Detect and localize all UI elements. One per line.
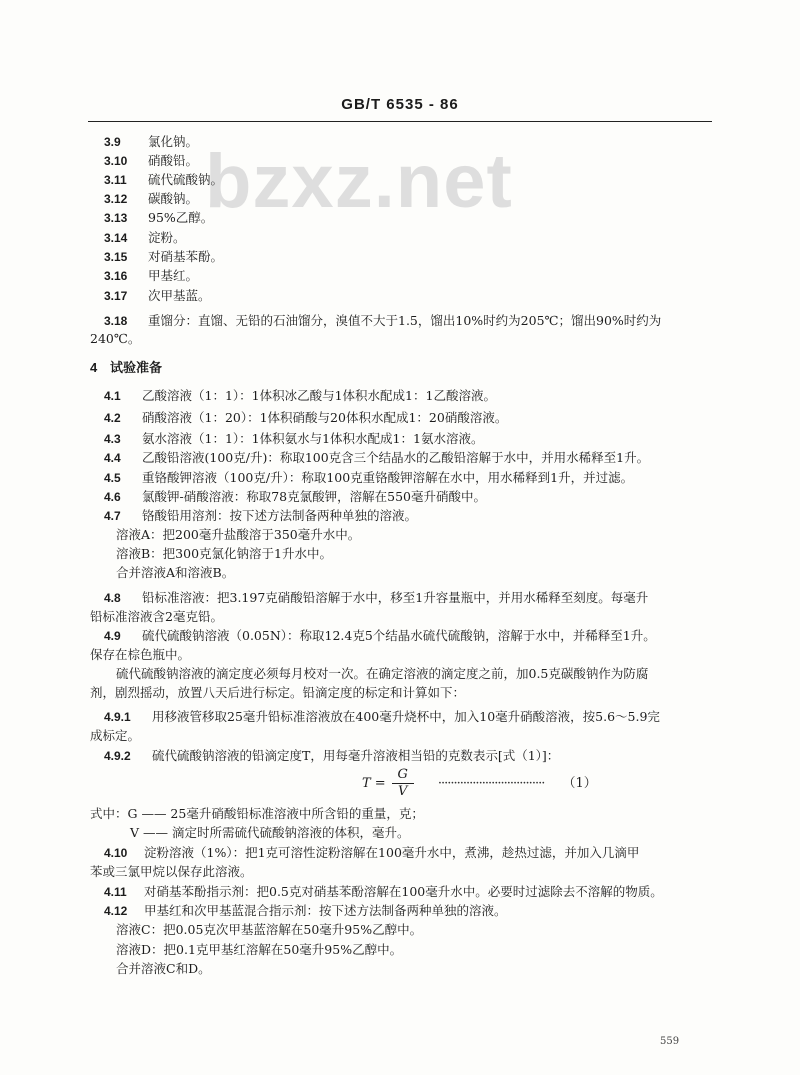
- item-number: 3.13: [104, 211, 128, 225]
- list-item: [104, 152, 198, 170]
- page-number: 559: [660, 1036, 680, 1047]
- item-continuation: 成标定。: [90, 728, 141, 743]
- list-item: [104, 312, 661, 330]
- solution-b-line: 溶液B：把300克氯化钠溶于1升水中。: [116, 546, 332, 561]
- item-text: 乙酸溶液（1：1）：1体积冰乙酸与1体积水配成1：1乙酸溶液。: [142, 388, 496, 403]
- list-item: [104, 507, 417, 525]
- where-v-line: V —— 滴定时所需硫代硫酸钠溶液的体积，毫升。: [130, 825, 410, 840]
- list-item: [104, 209, 213, 227]
- formula-lhs: T =: [362, 776, 386, 791]
- item-text: 铅标准溶液：把3.197克硝酸铅溶解于水中，移至1升容量瓶中，并用水稀释至刻度。每毫升: [142, 590, 649, 605]
- item-text: 硝酸铅。: [148, 153, 199, 168]
- item-number: 4.10: [104, 846, 128, 860]
- item-number: 3.15: [104, 250, 128, 264]
- item-text: 硫代硫酸钠溶液（0.05N）：称取12.4克5个结晶水硫代硫酸钠，溶解于水中，并稀释至1升。: [142, 628, 656, 643]
- item-text: 对硝基苯酚指示剂：把0.5克对硝基苯酚溶解在100毫升水中。必要时过滤除去不溶解的物质。: [144, 884, 663, 899]
- section-title: 试验准备: [110, 360, 163, 375]
- list-item: [104, 883, 663, 901]
- list-item: [104, 287, 211, 305]
- item-text: 甲基红和次甲基蓝混合指示剂：按下述方法制备两种单独的溶液。: [144, 903, 507, 918]
- item-text: 氯酸钾-硝酸溶液：称取78克氯酸钾，溶解在550毫升硝酸中。: [142, 489, 486, 504]
- item-number: 4.9.2: [104, 749, 131, 763]
- list-item: [104, 229, 186, 247]
- item-text: 氯化钠。: [148, 134, 199, 149]
- item-number: 4.6: [104, 490, 121, 504]
- paragraph-line: 硫代硫酸钠溶液的滴定度必须每月校对一次。在确定溶液的滴定度之前，加0.5克碳酸钠作为防腐: [116, 666, 649, 681]
- solution-c-line: 溶液C：把0.05克次甲基蓝溶解在50毫升95%乙醇中。: [116, 922, 423, 937]
- list-item: [104, 469, 633, 487]
- item-number: 4.2: [104, 411, 121, 425]
- item-number: 3.12: [104, 192, 128, 206]
- list-item: [104, 387, 496, 405]
- list-item: [104, 133, 198, 151]
- section-heading: [90, 359, 162, 377]
- list-item: [104, 171, 223, 189]
- item-continuation: 保存在棕色瓶中。: [90, 647, 191, 662]
- item-text: 甲基红。: [148, 268, 199, 283]
- solution-a-line: 溶液A：把200毫升盐酸溶于350毫升水中。: [116, 527, 361, 542]
- item-number: 4.5: [104, 471, 121, 485]
- where-g-line: 式中：G —— 25毫升硝酸铅标准溶液中所含铅的重量，克；: [90, 806, 424, 821]
- solution-d-line: 溶液D：把0.1克甲基红溶解在50毫升95%乙醇中。: [116, 942, 403, 957]
- item-text: 硫代硫酸钠。: [148, 172, 224, 187]
- list-item: [104, 488, 486, 506]
- standard-header: GB/T 6535 - 86: [341, 96, 459, 113]
- item-number: 4.7: [104, 509, 121, 523]
- item-continuation: 苯或三氯甲烷以保存此溶液。: [90, 864, 253, 879]
- item-number: 4.9: [104, 629, 121, 643]
- list-item: [104, 190, 198, 208]
- item-number: 3.16: [104, 269, 128, 283]
- list-item: [104, 409, 507, 427]
- formula-denominator: V: [398, 784, 408, 799]
- list-item: [104, 627, 656, 645]
- item-number: 3.11: [104, 173, 127, 187]
- list-item: [104, 430, 483, 448]
- header-rule: [88, 121, 712, 122]
- list-item: [104, 844, 639, 862]
- paragraph-line: 剂，剧烈摇动，放置八天后进行标定。铅滴定度的标定和计算如下：: [90, 685, 466, 700]
- list-item: [104, 902, 507, 920]
- section-number: 4: [90, 360, 98, 375]
- formula-number: （1）: [562, 776, 597, 791]
- item-continuation: 240℃。: [90, 331, 141, 346]
- item-text: 乙酸铅溶液(100克/升)：称取100克含三个结晶水的乙酸铅溶解于水中，并用水稀释至1升。: [142, 450, 650, 465]
- formula-leader-dots: ··································: [437, 776, 545, 791]
- list-item: [104, 449, 649, 467]
- item-text: 对硝基苯酚。: [148, 249, 224, 264]
- item-text: 次甲基蓝。: [148, 288, 211, 303]
- item-text: 用移液管移取25毫升铅标准溶液放在400毫升烧杯中，加入10毫升硝酸溶液，按5.6～5.9完: [152, 709, 660, 724]
- formula-fraction: [392, 767, 414, 800]
- list-item: [104, 747, 559, 765]
- item-continuation: 铅标准溶液含2毫克铅。: [90, 609, 223, 624]
- item-number: 4.9.1: [104, 710, 131, 724]
- watermark: bzxz.net: [205, 139, 513, 224]
- combine-cd-line: 合并溶液C和D。: [116, 961, 211, 976]
- item-text: 淀粉。: [148, 230, 186, 245]
- formula-1: [362, 767, 597, 800]
- formula-numerator: G: [397, 767, 408, 782]
- item-number: 4.3: [104, 432, 121, 446]
- item-number: 3.10: [104, 154, 128, 168]
- list-item: [104, 248, 223, 266]
- item-text: 淀粉溶液（1%）：把1克可溶性淀粉溶解在100毫升水中，煮沸，趁热过滤，并加入几滴甲: [144, 845, 640, 860]
- item-text: 碳酸钠。: [148, 191, 199, 206]
- combine-ab-line: 合并溶液A和溶液B。: [116, 565, 235, 580]
- item-number: 4.12: [104, 904, 128, 918]
- item-number: 4.1: [104, 389, 121, 403]
- item-text: 95%乙醇。: [148, 210, 214, 225]
- list-item: [104, 267, 198, 285]
- list-item: [104, 708, 660, 726]
- item-text: 氨水溶液（1：1）：1体积氨水与1体积水配成1：1氨水溶液。: [142, 431, 484, 446]
- item-text: 硫代硫酸钠溶液的铅滴定度T，用每毫升溶液相当铅的克数表示[式（1）]：: [152, 748, 560, 763]
- item-text: 硝酸溶液（1：20）：1体积硝酸与20体积水配成1：20硝酸溶液。: [142, 410, 508, 425]
- item-number: 3.9: [104, 135, 121, 149]
- item-text: 铬酸铅用溶剂：按下述方法制备两种单独的溶液。: [142, 508, 418, 523]
- item-number: 3.18: [104, 314, 128, 328]
- list-item: [104, 589, 648, 607]
- item-number: 3.17: [104, 289, 128, 303]
- item-number: 4.4: [104, 451, 121, 465]
- item-number: 3.14: [104, 231, 128, 245]
- item-number: 4.11: [104, 885, 127, 899]
- item-text: 重铬酸钾溶液（100克/升）：称取100克重铬酸钾溶解在水中，用水稀释到1升，并过滤。: [142, 470, 634, 485]
- item-number: 4.8: [104, 591, 121, 605]
- item-text: 重馏分：直馏、无铅的石油馏分，溴值不大于1.5，馏出10%时约为205℃；馏出90%时约为: [148, 313, 662, 328]
